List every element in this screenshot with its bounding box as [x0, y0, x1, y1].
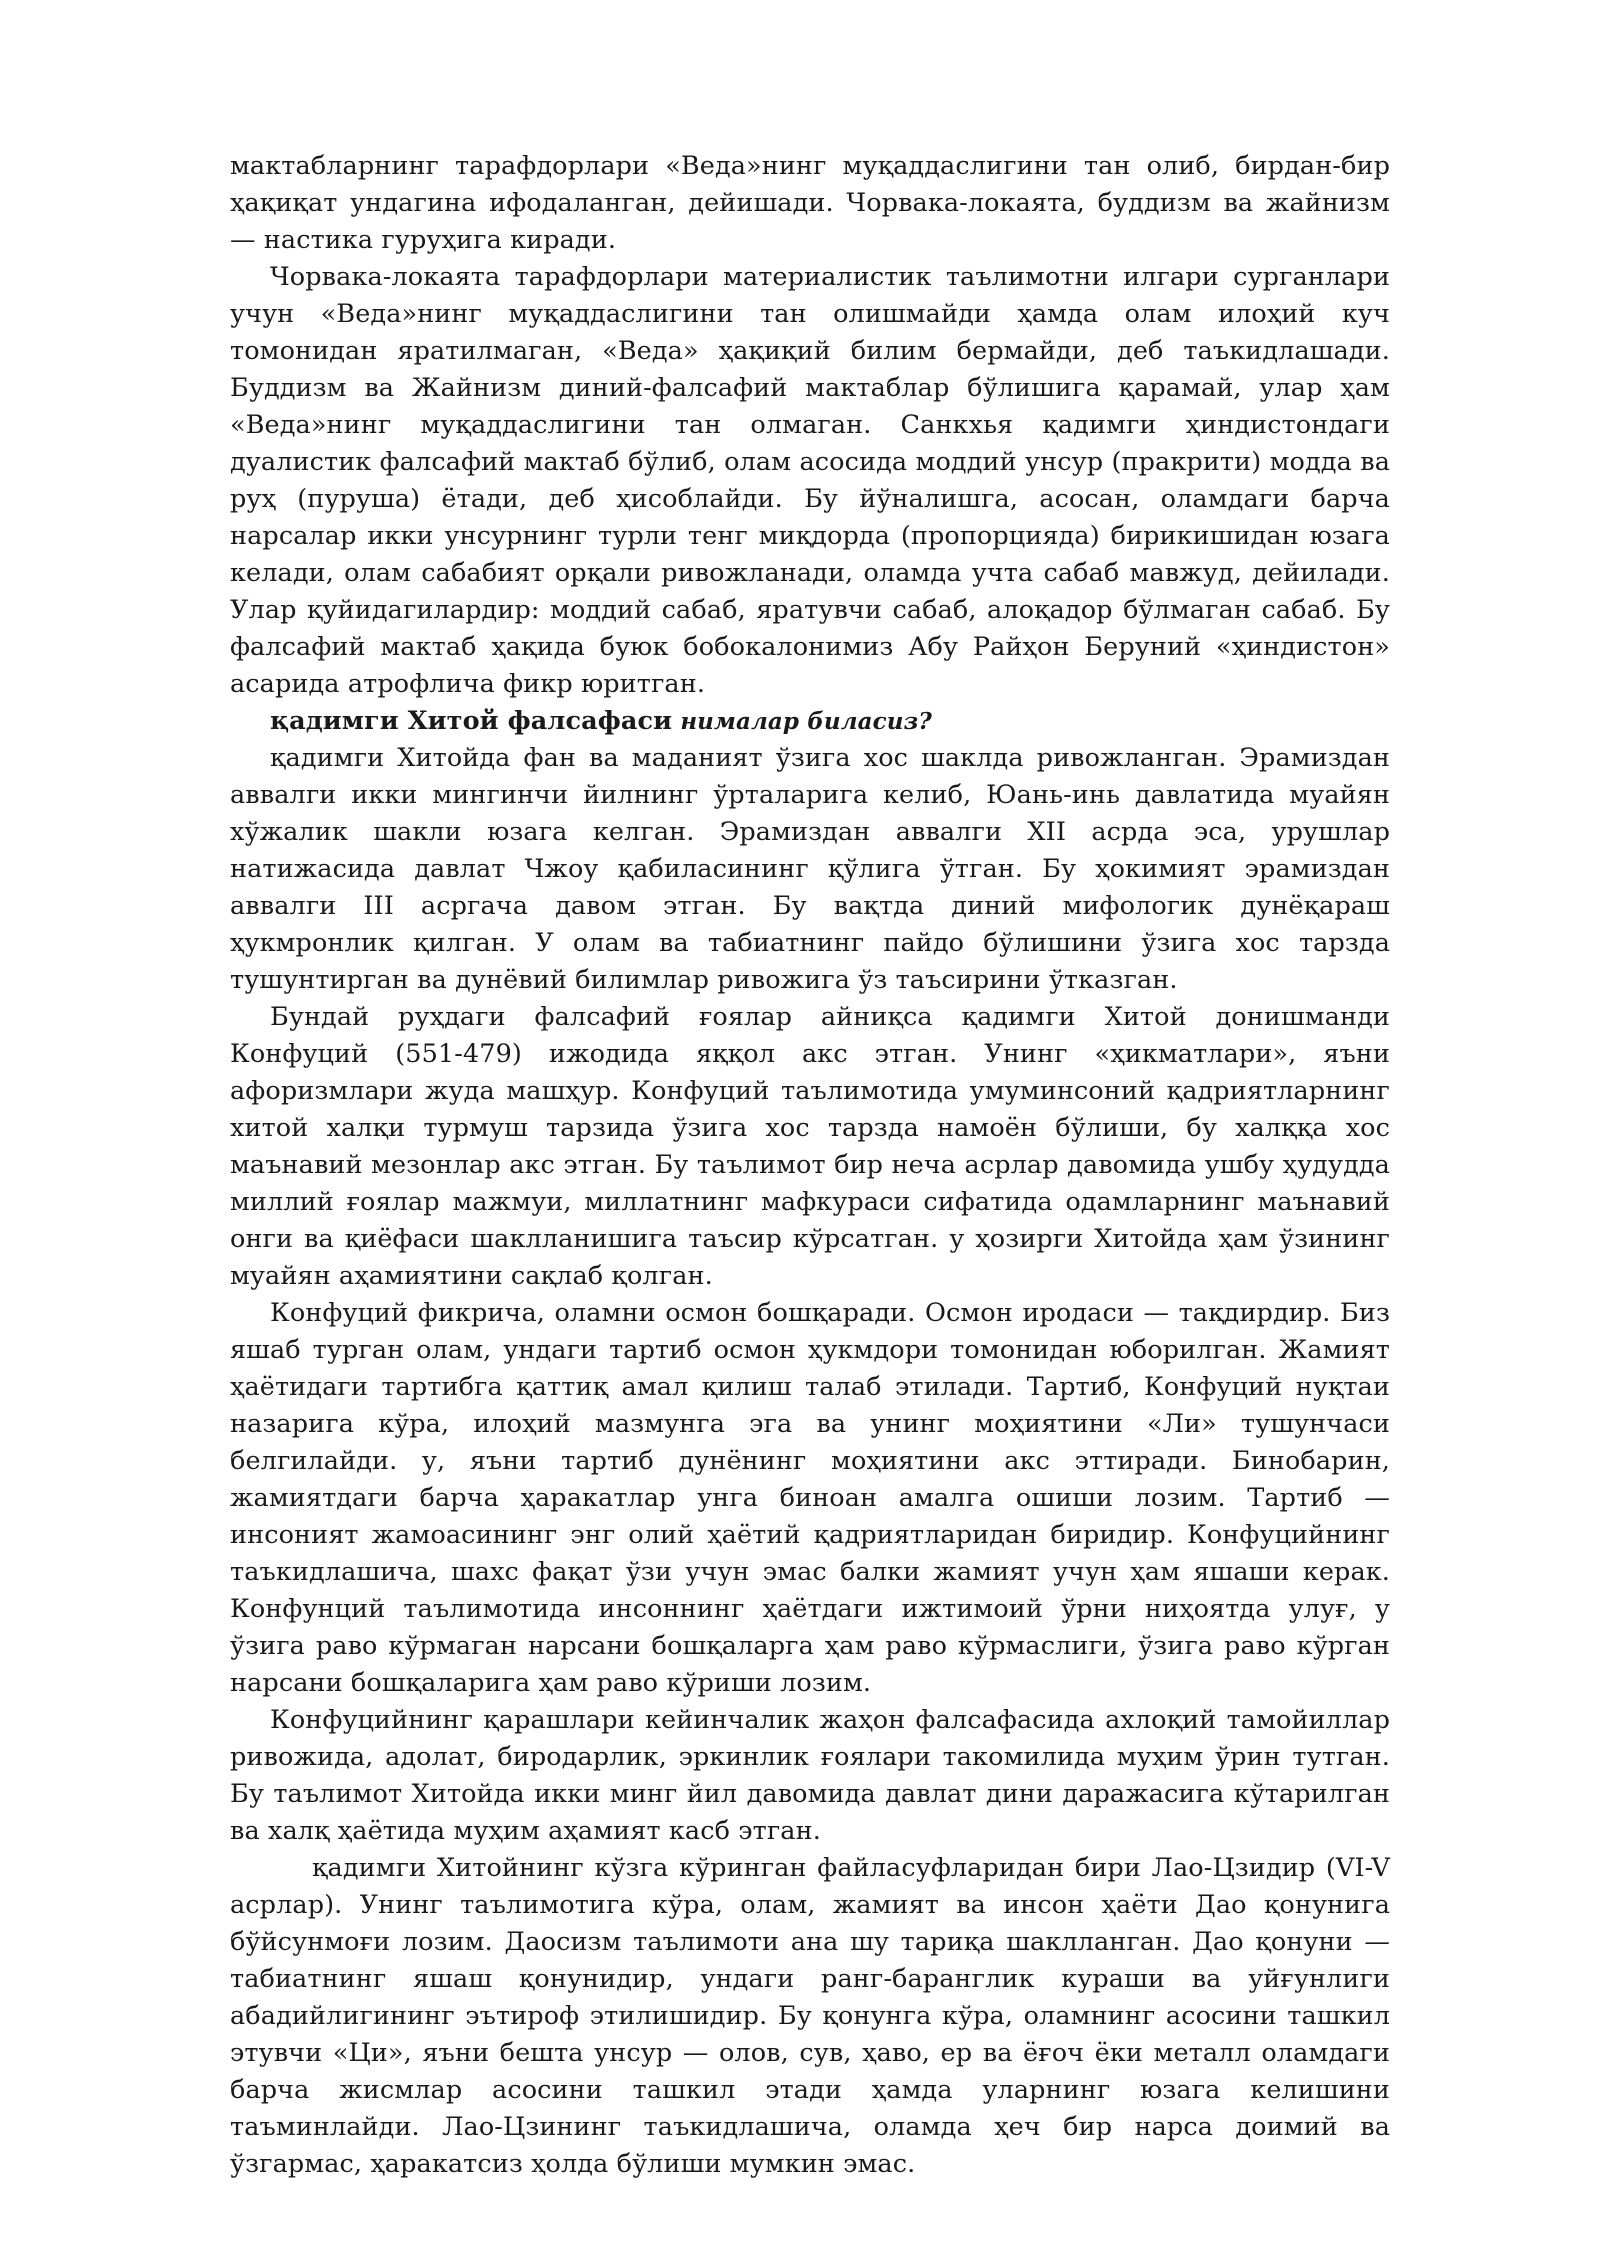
heading-title: қадимги Хитой фалсафаси	[270, 706, 673, 736]
paragraph-lao-tzu: қадимги Хитойнинг кўзга кўринган файласуфларидан бири Лао-Цзидир (VI-V асрлар). Унинг таълимотига кўра, олам, жамият ва инсон ҳаёти Дао қонунига бўйсунмоғи лозим. Даосизм таълимоти ана шу тариқа шаклланган. Дао қонуни — табиатнинг яшаш қонунидир, ундаги ранг-баранглик кураши ва уйғунлиги абадийлигининг эътироф этилишидир. Бу қонунга кўра, оламнинг асосини ташкил этувчи «Ци», яъни бешта унсур — олов, сув, ҳаво, ер ва ёғоч ёки металл оламдаги барча жисмлар асосини ташкил этади ҳамда уларнинг юзага келишини таъминлайди. Лао-Цзининг таъкидлашича, оламда ҳеч бир нарса доимий ва ўзгармас, ҳаракатсиз ҳолда бўлиши мумкин эмас.	[230, 1853, 1390, 2179]
paragraph-confucius-heaven: Конфуций фикрича, оламни осмон бошқаради. Осмон иродаси — тақдирдир. Биз яшаб турган олам, ундаги тартиб осмон ҳукмдори томонидан юборилган. Жамият ҳаётидаги тартибга қаттиқ амал қилиш талаб этилади. Тартиб, Конфуций нуқтаи назарига кўра, илоҳий мазмунга эга ва унинг моҳиятини «Ли» тушунчаси белгилайди. у, яъни тартиб дунёнинг моҳиятини акс эттиради. Бинобарин, жамиятдаги барча ҳаракатлар унга биноан амалга ошиши лозим. Тартиб — инсоният жамоасининг энг олий ҳаётий қадриятларидан биридир. Конфуцийнинг таъкидлашича, шахс фақат ўзи учун эмас балки жамият учун ҳам яшаши керак. Конфунций таълимотида инсоннинг ҳаётдаги ижтимоий ўрни ниҳоятда улуғ, у ўзига раво кўрмаган нарсани бошқаларга ҳам раво кўрмаслиги, ўзига раво кўрган нарсани бошқаларига ҳам раво кўриши лозим.	[230, 1298, 1390, 1698]
paragraph-continuation: мактабларнинг тарафдорлари «Веда»нинг муқаддаслигини тан олиб, бирдан-бир ҳақиқат ундагина ифодаланган, дейишади. Чорвака-локаята, буддизм ва жайнизм — настика гуруҳига киради.	[230, 151, 1390, 255]
paragraph-confucius-legacy: Конфуцийнинг қарашлари кейинчалик жаҳон фалсафасида ахлоқий тамойиллар ривожида, адолат, биродарлик, эркинлик ғоялари такомилида муҳим ўрин тутган. Бу таълимот Хитойда икки минг йил давомида давлат дини даражасига кўтарилган ва халқ ҳаётида муҳим аҳамият касб этган.	[230, 1705, 1390, 1846]
paragraph-charvaka: Чорвака-локаята тарафдорлари материалистик таълимотни илгари сурганлари учун «Веда»нинг муқаддаслигини тан олишмайди ҳамда олам илоҳий куч томонидан яратилмаган, «Веда» ҳақиқий билим бермайди, деб таъкидлашади. Буддизм ва Жайнизм диний-фалсафий мактаблар бўлишига қарамай, улар ҳам «Веда»нинг муқаддаслигини тан олмаган. Санкхья қадимги ҳиндистондаги дуалистик фалсафий мактаб бўлиб, олам асосида моддий унсур (пракрити) модда ва руҳ (пуруша) ётади, деб ҳисоблайди. Бу йўналишга, асосан, оламдаги барча нарсалар икки унсурнинг турли тенг миқдорда (пропорцияда) бирикишидан юзага келади, олам сабабият орқали ривожланади, оламда учта сабаб мавжуд, дейилади. Улар қуйидагилардир: моддий сабаб, яратувчи сабаб, алоқадор бўлмаган сабаб. Бу фалсафий мактаб ҳақида буюк бобокалонимиз Абу Райҳон Беруний «ҳиндистон» асарида атрофлича фикр юритган.	[230, 262, 1390, 699]
document-page	[230, 148, 1390, 2183]
heading-subtitle: нималар биласиз?	[680, 708, 932, 735]
section-heading	[230, 703, 1390, 740]
paragraph-confucius-ideas: Бундай руҳдаги фалсафий ғоялар айниқса қадимги Хитой донишманди Конфуций (551-479) ижодида яққол акс этган. Унинг «ҳикматлари», яъни афоризмлари жуда машҳур. Конфуций таълимотида умуминсоний қадриятларнинг хитой халқи турмуш тарзида ўзига хос тарзда намоён бўлиши, бу халққа хос маънавий мезонлар акс этган. Бу таълимот бир неча асрлар давомида ушбу ҳудудда миллий ғоялар мажмуи, миллатнинг мафкураси сифатида одамларнинг маънавий онги ва қиёфаси шаклланишига таъсир кўрсатган. у ҳозирги Хитойда ҳам ўзининг муайян аҳамиятини сақлаб қолган.	[230, 1002, 1390, 1291]
paragraph-ancient-china: қадимги Хитойда фан ва маданият ўзига хос шаклда ривожланган. Эрамиздан аввалги икки мингинчи йилнинг ўрталарига келиб, Юань-инь давлатида муайян хўжалик шакли юзага келган. Эрамиздан аввалги XII асрда эса, урушлар натижасида давлат Чжоу қабиласининг қўлига ўтган. Бу ҳокимият эрамиздан аввалги III асргача давом этган. Бу вақтда диний мифологик дунёқараш ҳукмронлик қилган. У олам ва табиатнинг пайдо бўлишини ўзига хос тарзда тушунтирган ва дунёвий билимлар ривожига ўз таъсирини ўтказган.	[230, 743, 1390, 995]
